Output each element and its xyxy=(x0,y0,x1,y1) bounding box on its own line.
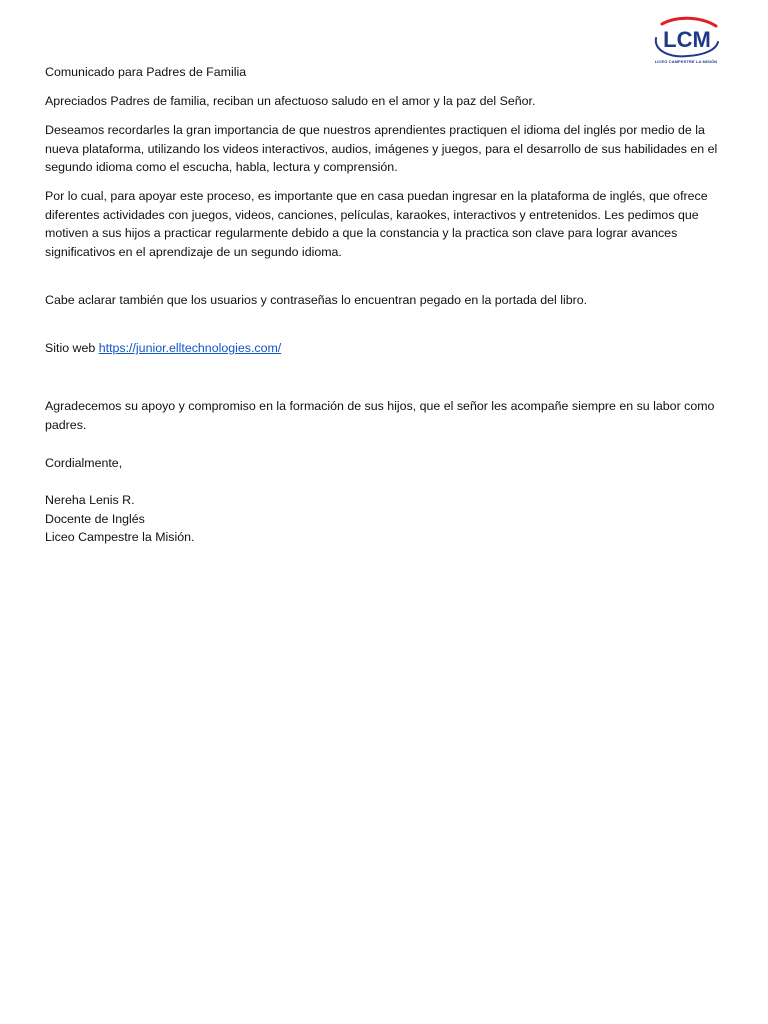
website-link[interactable]: https://junior.elltechnologies.com/ xyxy=(98,341,282,355)
paragraph-credentials-note: Cabe aclarar también que los usuarios y contraseñas lo encuentran pegado en la portada del libro. xyxy=(45,293,588,307)
lcm-logo-icon xyxy=(648,16,724,60)
school-logo xyxy=(648,16,724,68)
paragraph-importance: Deseamos recordarles la gran importancia de que nuestros aprendientes practiquen el idioma del inglés por medio de la nueva plataforma, utilizando los videos interactivos, audios, imágenes y juegos, para el desarrollo de sus habilidades en el segundo idioma como el escucha, habla, lectura y comprensión. xyxy=(45,123,718,174)
letter-title: Comunicado para Padres de Familia xyxy=(45,65,247,79)
signature-institution: Liceo Campestre la Misión. xyxy=(45,530,195,544)
signature-name: Nereha Lenis R. xyxy=(45,493,135,507)
closing: Cordialmente, xyxy=(45,456,123,470)
letter-greeting: Apreciados Padres de familia, reciban un afectuoso saludo en el amor y la paz del Señor. xyxy=(45,94,536,108)
website-line xyxy=(45,339,730,358)
signature-role: Docente de Inglés xyxy=(45,512,145,526)
paragraph-thanks: Agradecemos su apoyo y compromiso en la formación de sus hijos, que el señor les acompañe siempre en su labor como padres. xyxy=(45,399,715,432)
paragraph-platform: Por lo cual, para apoyar este proceso, es importante que en casa puedan ingresar en la plataforma de inglés, que ofrece diferentes actividades con juegos, videos, canciones, películas, karaokes, interactivos y entretenidos. Les pedimos que motiven a sus hijos a practicar regularmente debido a que la constancia y la practica son clave para lograr avances significativos en el aprendizaje de un segundo idioma. xyxy=(45,189,708,259)
website-label: Sitio web xyxy=(45,341,99,355)
logo-wordmark: LCM xyxy=(663,27,711,52)
logo-caption: LICEO CAMPESTRE LA MISIÓN xyxy=(654,59,718,64)
